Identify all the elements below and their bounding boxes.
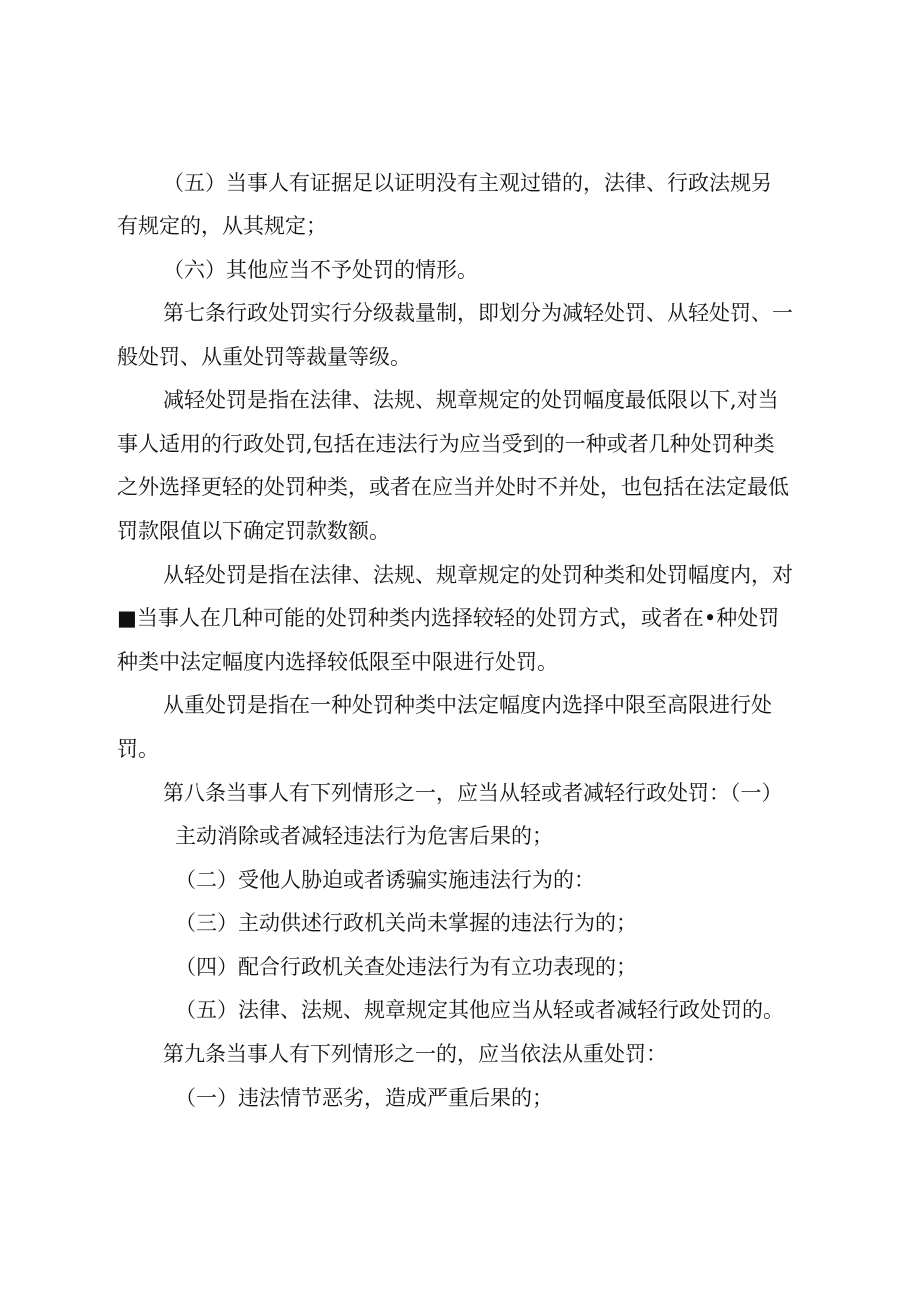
text-line: （三）主动供述行政机关尚未掌握的违法行为的； xyxy=(175,911,637,935)
text-line: 罚。 xyxy=(117,737,159,761)
text-line: 罚款限值以下确定罚款数额。 xyxy=(117,519,390,543)
text-line: 种类中法定幅度内选择较低限至中限进行处罚。 xyxy=(117,650,558,674)
text-line: 从重处罚是指在一种处罚种类中法定幅度内选择中限至高限进行处 xyxy=(163,693,772,717)
text-line: （一）违法情节恶劣，造成严重后果的； xyxy=(175,1086,553,1110)
text-line: 第七条行政处罚实行分级裁量制，即划分为减轻处罚、从轻处罚、一 xyxy=(163,301,793,325)
text-line: 事人适用的行政处罚,包括在违法行为应当受到的一种或者几种处罚种类 xyxy=(117,432,775,456)
text-line: （五）当事人有证据足以证明没有主观过错的，法律、行政法规另 xyxy=(163,171,772,195)
text-line: 般处罚、从重处罚等裁量等级。 xyxy=(117,345,411,369)
text-line: 减轻处罚是指在法律、法规、规章规定的处罚幅度最低限以下,对当 xyxy=(163,388,779,412)
text-line: 第八条当事人有下列情形之一，应当从轻或者减轻行政处罚：（一） xyxy=(163,781,783,805)
text-line: 第九条当事人有下列情形之一的，应当依法从重处罚： xyxy=(163,1042,667,1066)
text-line: ■当事人在几种可能的处罚种类内选择较轻的处罚方式，或者在•种处罚 xyxy=(117,606,780,630)
text-line: 主动消除或者减轻违法行为危害后果的； xyxy=(175,824,553,848)
text-line: 之外选择更轻的处罚种类，或者在应当并处时不并处，也包括在法定最低 xyxy=(117,475,789,499)
text-line: （二）受他人胁迫或者诱骗实施违法行为的： xyxy=(175,868,595,892)
text-line: 有规定的，从其规定； xyxy=(117,214,327,238)
text-line: 从轻处罚是指在法律、法规、规章规定的处罚种类和处罚幅度内，对 xyxy=(163,563,793,587)
text-line: （四）配合行政机关查处违法行为有立功表现的； xyxy=(175,955,637,979)
text-line: （五）法律、法规、规章规定其他应当从轻或者减轻行政处罚的。 xyxy=(175,998,784,1022)
text-line: （六）其他应当不予处罚的情形。 xyxy=(163,258,478,282)
